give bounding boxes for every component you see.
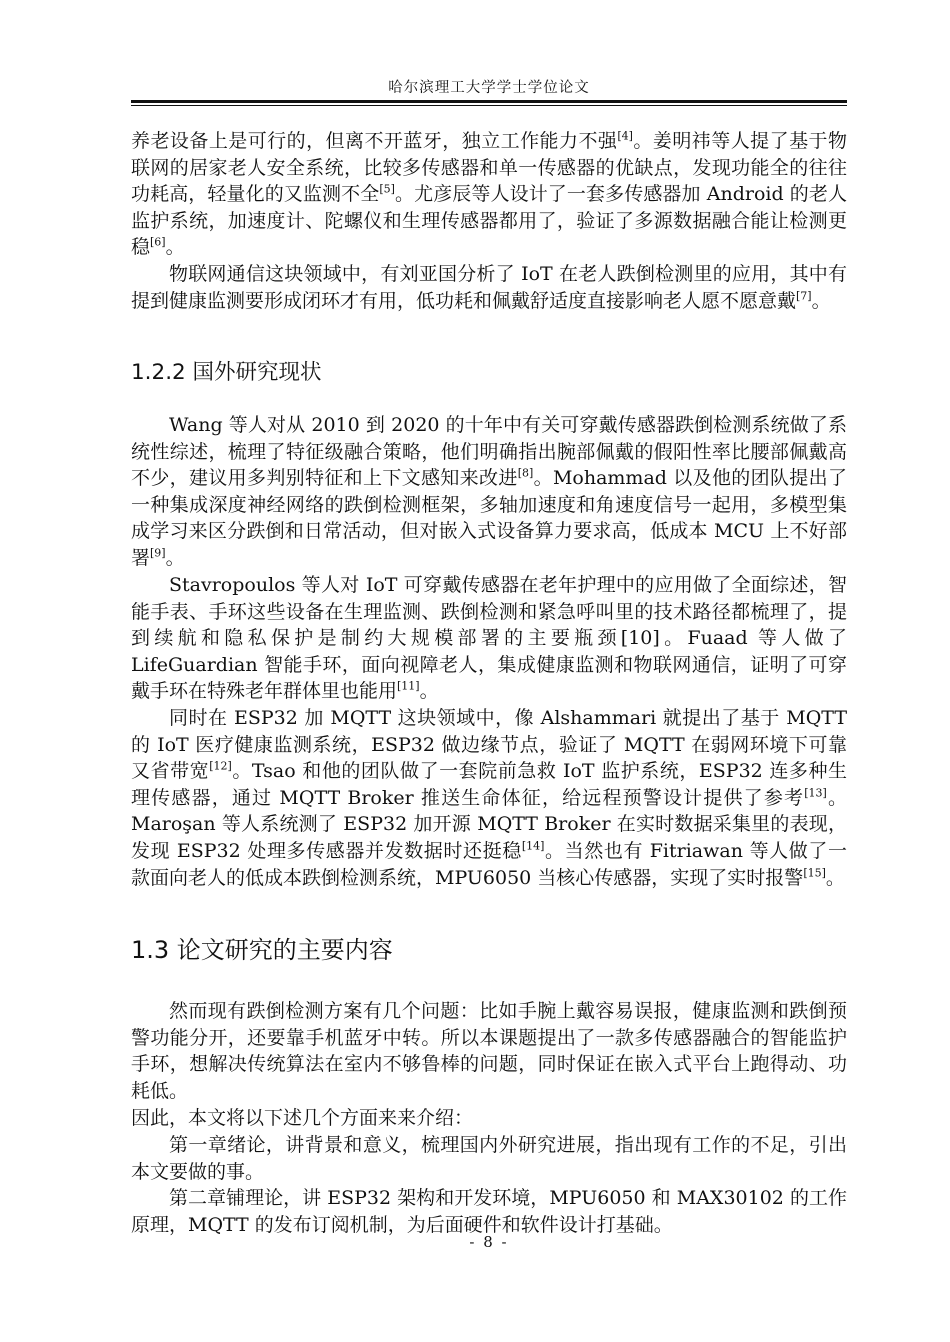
- text-run: Wang 等人对从 2010 到 2020 的十年中有关可穿戴传感器跌倒检测系统做了系统性综述，梳理了特征级融合策略，他们明确指出腕部佩戴的假阳性率比腰部佩戴高不少，建议用多判别特征和上下文感知来改进: [131, 414, 847, 490]
- paragraph: [131, 412, 847, 572]
- paragraph: [131, 1105, 847, 1132]
- text-run: 。Tsao 和他的团队做了一套院前急救 IoT 监护系统，ESP32 连多种生理传感器，通过 MQTT Broker 推送生命体征，给远程预警设计提供了参考: [131, 760, 847, 809]
- text-run: 。: [811, 289, 831, 312]
- citation: [11]: [397, 680, 420, 694]
- paragraph: [131, 1132, 847, 1185]
- text-run: 。: [165, 546, 185, 569]
- header-rule-thick: [131, 100, 847, 103]
- paragraph: [131, 1185, 847, 1238]
- citation: [15]: [803, 866, 826, 880]
- citation: [12]: [209, 759, 232, 773]
- text-run: 。: [165, 236, 185, 259]
- citation: [5]: [379, 182, 395, 196]
- body-text: [131, 128, 847, 1238]
- paragraph: [131, 572, 847, 705]
- citation: [6]: [150, 236, 166, 250]
- text-run: 养老设备上是可行的，但离不开蓝牙，独立工作能力不强: [131, 130, 618, 152]
- text-run: Stavropoulos 等人对 IoT 可穿戴传感器在老年护理中的应用做了全面综述，智能手表、手环这些设备在生理监测、跌倒检测和紧急呼叫里的技术路径都梳理了，提到续航和隐私保护是制约大规模部署的主要瓶颈[10]。Fuaad 等人做了 LifeGuardian 智能手环，面向视障老人，集成健康监测和物联网通信，证明了可穿戴手环在特殊老年群体里也能用: [131, 574, 847, 703]
- text-run: 第一章绪论，讲背景和意义，梳理国内外研究进展，指出现有工作的不足，引出本文要做的事。: [131, 1134, 847, 1183]
- text-run: 因此，本文将以下述几个方面来来介绍：: [131, 1107, 474, 1129]
- header-rule-thin: [131, 105, 847, 106]
- text-run: 。: [825, 866, 845, 889]
- citation: [7]: [796, 289, 812, 303]
- citation: [4]: [617, 129, 633, 143]
- text-run: 物联网通信这块领域中，有刘亚国分析了 IoT 在老人跌倒检测里的应用，其中有提到健康监测要形成闭环才有用，低功耗和佩戴舒适度直接影响老人愿不愿意戴: [131, 263, 847, 312]
- text-run: 第二章铺理论，讲 ESP32 架构和开发环境，MPU6050 和 MAX30102 的工作原理，MQTT 的发布订阅机制，为后面硬件和软件设计打基础。: [131, 1187, 847, 1236]
- paragraph: [131, 705, 847, 918]
- text-run: 。Maroşan 等人系统测了 ESP32 加开源 MQTT Broker 在实时数据采集里的表现，发现 ESP32 处理多传感器并发数据时还挺稳: [131, 786, 847, 862]
- citation: [8]: [517, 466, 534, 480]
- citation: [13]: [804, 786, 827, 800]
- page-number: - 8 -: [469, 1233, 509, 1251]
- citation: [14]: [521, 839, 545, 853]
- text-run: 。当然也有 Fitriawan 等人做了一款面向老人的低成本跌倒检测系统，MPU6050 当核心传感器，实现了实时报警: [131, 839, 847, 889]
- paragraph: [131, 998, 847, 1105]
- section-heading-1-2-2: 1.2.2 国外研究现状: [131, 360, 322, 385]
- text-run: 。姜明祎等人提了基于物联网的居家老人安全系统，比较多传感器和单一传感器的优缺点，发现功能全的往往功耗高，轻量化的又监测不全: [131, 130, 847, 206]
- running-header: 哈尔滨理工大学学士学位论文: [388, 80, 590, 96]
- text-run: 。: [419, 680, 439, 703]
- citation: [9]: [150, 546, 166, 560]
- paragraph: [131, 261, 847, 341]
- section-heading-1-3: 1.3 论文研究的主要内容: [131, 936, 393, 964]
- text-run: 然而现有跌倒检测方案有几个问题：比如手腕上戴容易误报，健康监测和跌倒预警功能分开，还要靠手机蓝牙中转。所以本课题提出了一款多传感器融合的智能监护手环，想解决传统算法在室内不够鲁棒的问题，同时保证在嵌入式平台上跑得动、功耗低。: [131, 1000, 847, 1102]
- text-run: 。尤彦辰等人设计了一套多传感器加 Android 的老人监护系统，加速度计、陀螺仪和生理传感器都用了，验证了多源数据融合能让检测更稳: [131, 183, 847, 259]
- paragraph: [131, 128, 847, 261]
- text-run: 。Mohammad 以及他的团队提出了一种集成深度神经网络的跌倒检测框架，多轴加速度和角速度信号一起用，多模型集成学习来区分跌倒和日常活动，但对嵌入式设备算力要求高，低成本 MCU 上不好部署: [131, 467, 847, 569]
- text-run: 同时在 ESP32 加 MQTT 这块领域中，像 Alshammari 就提出了基于 MQTT 的 IoT 医疗健康监测系统，ESP32 做边缘节点，验证了 MQTT 在弱网环境下可靠又省带宽: [131, 707, 847, 783]
